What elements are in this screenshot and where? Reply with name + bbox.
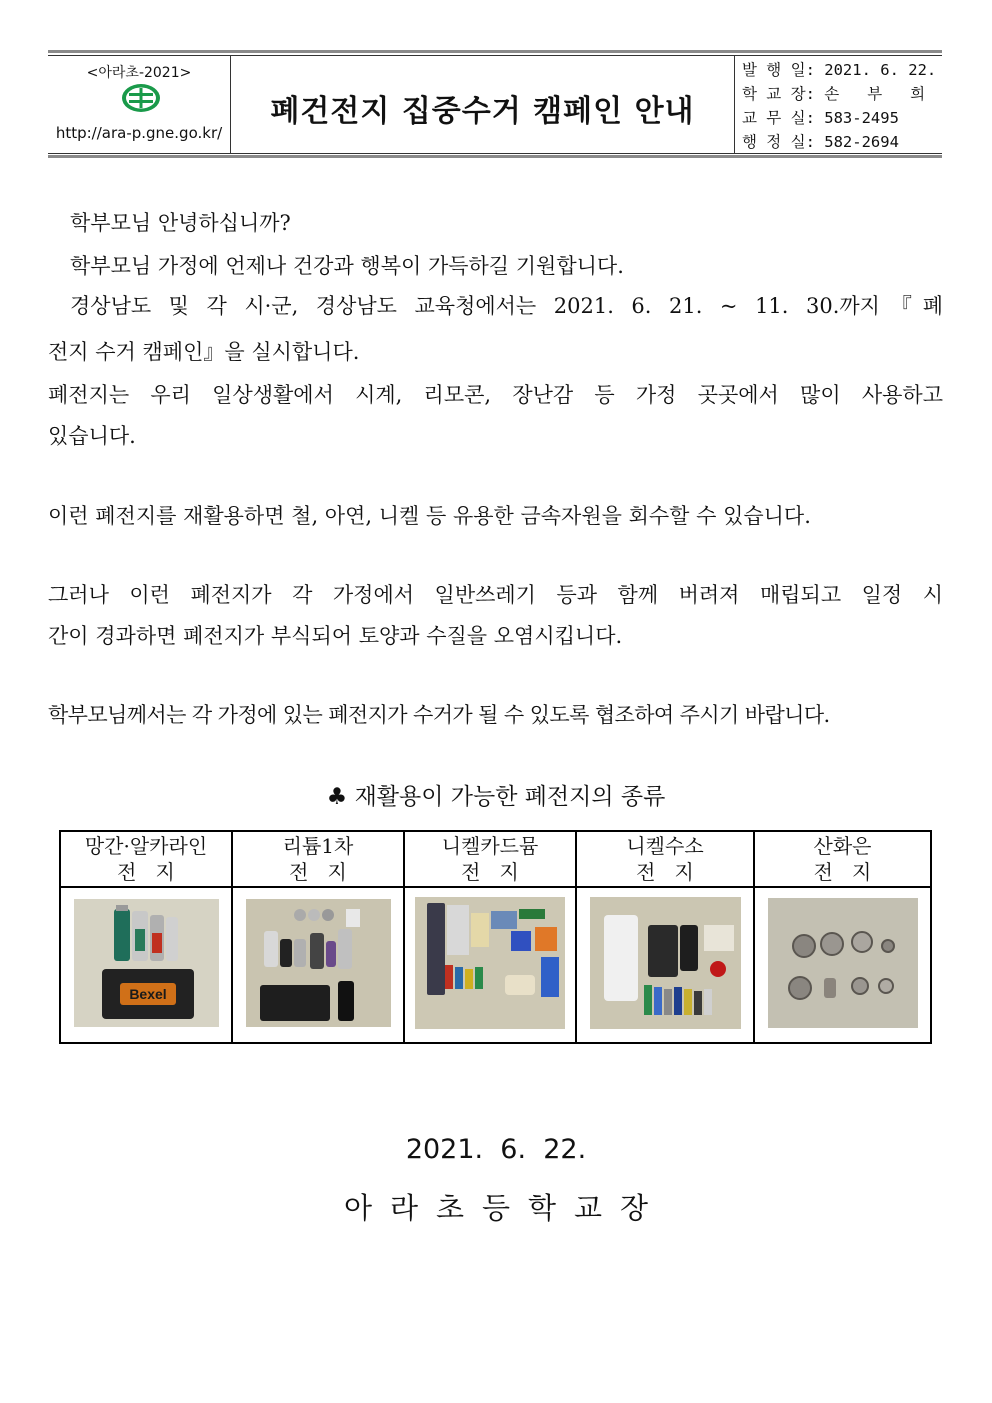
letterhead <box>48 50 942 158</box>
battery-type-name: 산화은 <box>813 834 872 858</box>
photo-brand-label: Bexel <box>128 986 167 1002</box>
battery-type-name: 니켈카드뮴 <box>441 834 539 858</box>
battery-type-suffix: 전 지 <box>289 860 347 884</box>
issue-info <box>742 58 942 154</box>
battery-type-name: 니켈수소 <box>626 834 704 858</box>
nickel-metal-hydride-battery-photo <box>590 897 741 1029</box>
wishes-paragraph: 학부모님 가정에 언제나 건강과 행복이 가득하길 기원합니다. <box>70 254 624 278</box>
school-logo-icon <box>121 82 161 114</box>
greeting: 학부모님 안녕하십니까? <box>70 211 291 235</box>
silver-oxide-battery-photo <box>768 898 918 1028</box>
battery-types-heading: ♣ 재활용이 가능한 폐전지의 종류 <box>326 784 666 810</box>
table-image-cell <box>576 887 754 1043</box>
header-rule-top-thin <box>48 55 942 56</box>
issue-date: 발 행 일: 2021. 6. 22. <box>742 61 937 79</box>
pollution-paragraph-line-1: 그러나 이런 폐전지가 각 가정에서 일반쓰레기 등과 함께 버려져 매립되고 일정 시 <box>48 583 943 607</box>
table-header-cell <box>754 831 931 887</box>
battery-type-name: 망간·알카라인 <box>84 834 208 858</box>
table-image-cell <box>232 887 404 1043</box>
table-image-cell <box>404 887 576 1043</box>
table-header-cell <box>60 831 232 887</box>
alkaline-battery-photo <box>74 899 219 1027</box>
document-title: 폐건전지 집중수거 캠페인 안내 <box>270 94 695 129</box>
school-url-link[interactable]: http://ara-p.gne.go.kr/ <box>55 124 223 142</box>
table-image-cell <box>754 887 931 1043</box>
principal-name: 학 교 장: 손 부 희 <box>742 85 926 103</box>
table-image-row <box>60 887 931 1043</box>
battery-type-suffix: 전 지 <box>813 860 872 884</box>
school-code: <아라초-2021> <box>86 65 192 81</box>
admin-office-phone: 행 정 실: 582-2694 <box>742 133 899 151</box>
table-image-cell <box>60 887 232 1043</box>
lithium-battery-photo <box>246 899 391 1027</box>
campaign-paragraph-line-2: 전지 수거 캠페인』을 실시합니다. <box>48 340 360 364</box>
recycling-paragraph: 이런 폐전지를 재활용하면 철, 아연, 니켈 등 유용한 금속자원을 회수할 수 있습니다. <box>48 504 811 528</box>
request-paragraph: 학부모님께서는 각 가정에 있는 폐전지가 수거가 될 수 있도록 협조하여 주시기 바랍니다. <box>48 703 830 727</box>
principal-signature: 아라초등학교장 <box>343 1191 667 1225</box>
table-header-row <box>60 831 931 887</box>
header-divider-right <box>734 56 735 153</box>
campaign-paragraph-line-1: 경상남도 및 각 시·군, 경상남도 교육청에서는 2021. 6. 21. ~ 11. 30.까지『폐 <box>70 294 943 318</box>
header-rule-bottom <box>48 155 942 158</box>
pollution-paragraph-line-2: 간이 경과하면 폐전지가 부식되어 토양과 수질을 오염시킵니다. <box>48 624 623 648</box>
battery-type-name: 리튬1차 <box>282 834 354 858</box>
table-header-cell <box>576 831 754 887</box>
usage-paragraph-line-1: 폐전지는 우리 일상생활에서 시계, 리모콘, 장난감 등 가정 곳곳에서 많이 사용하고 <box>48 383 943 407</box>
battery-type-suffix: 전 지 <box>636 860 694 884</box>
academic-office-phone: 교 무 실: 583-2495 <box>742 109 899 127</box>
usage-paragraph-line-2: 있습니다. <box>48 424 136 448</box>
school-logo-block <box>48 58 230 153</box>
table-header-cell <box>232 831 404 887</box>
nickel-cadmium-battery-photo <box>415 897 565 1029</box>
battery-types-table <box>59 830 932 1044</box>
table-header-cell <box>404 831 576 887</box>
battery-type-suffix: 전 지 <box>461 860 519 884</box>
header-rule-top <box>48 50 942 53</box>
battery-type-suffix: 전 지 <box>117 860 175 884</box>
letter-date: 2021. 6. 22. <box>405 1134 587 1165</box>
